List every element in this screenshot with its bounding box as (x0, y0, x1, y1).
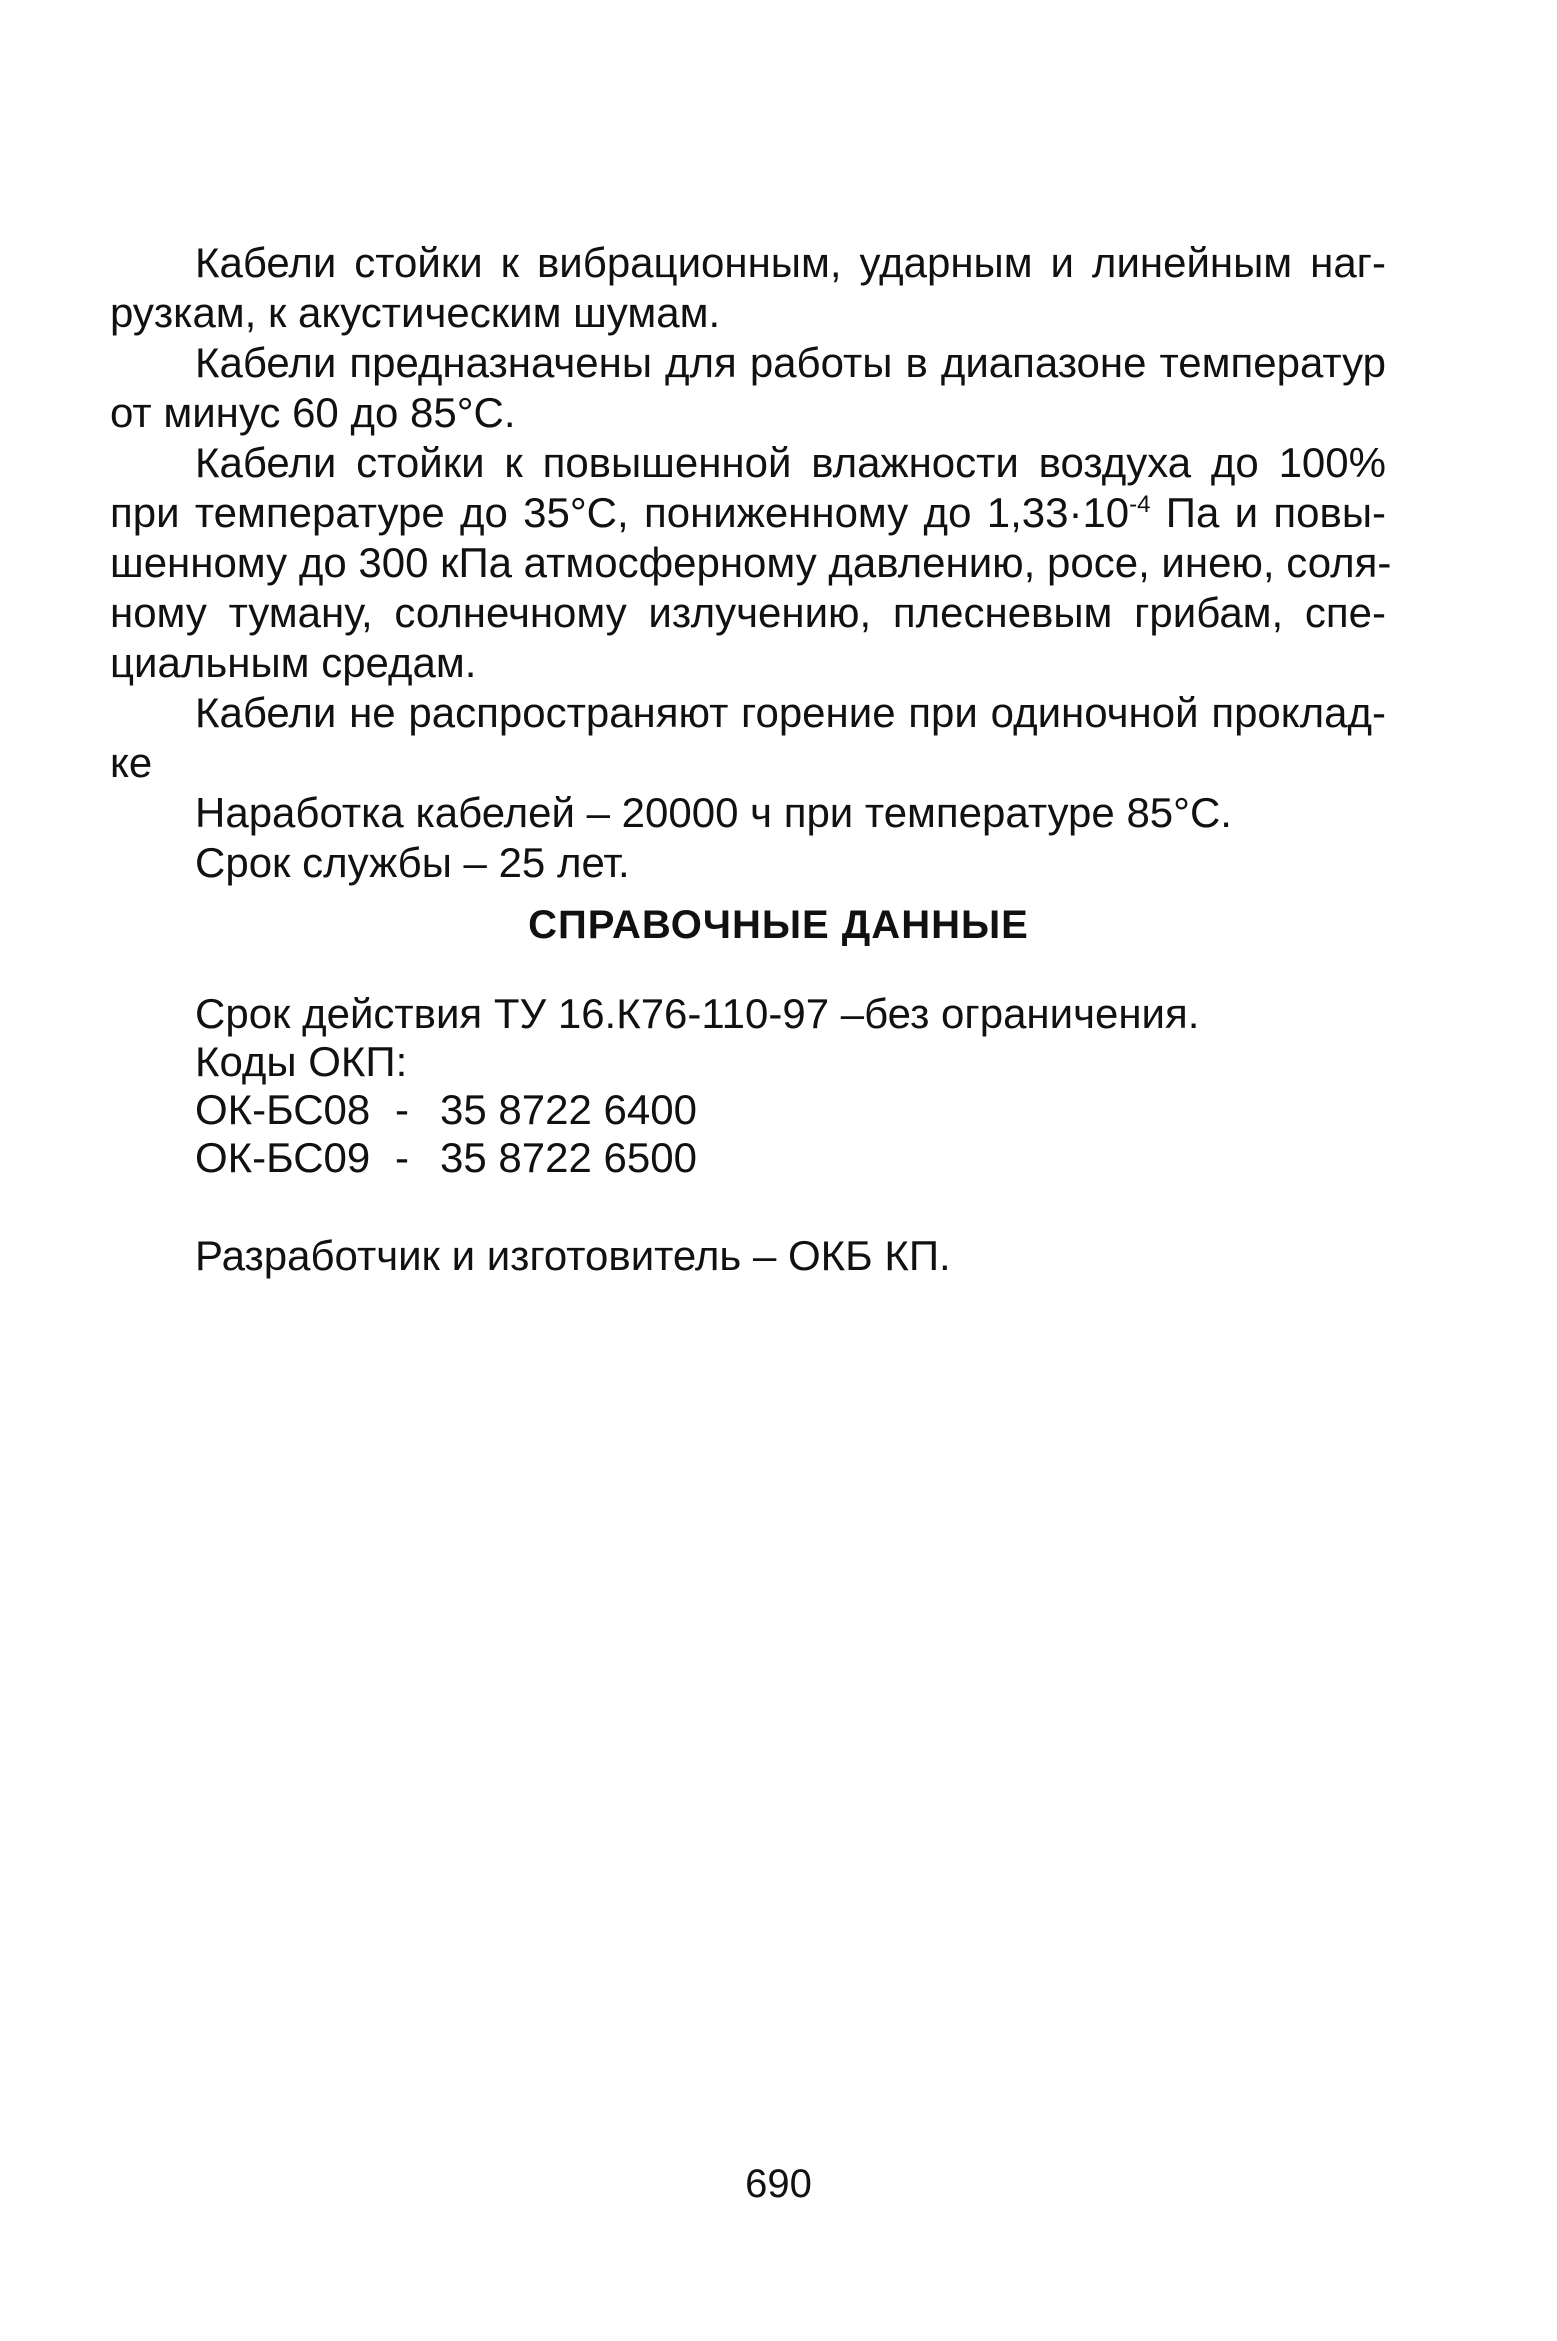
page-number: 690 (745, 2162, 812, 2206)
text-line: от минус 60 до 85°С. (110, 389, 516, 436)
text-line: циальным средам. (110, 639, 477, 686)
text-line: Кабели не распространяют горение при одиночной проклад- (195, 689, 1386, 736)
section-heading: СПРАВОЧНЫЕ ДАННЫЕ (528, 903, 1029, 947)
paragraph-fire (110, 688, 1386, 788)
text-line: ке (110, 739, 153, 786)
code-row (195, 1134, 1199, 1182)
code-dash: - (395, 1134, 409, 1181)
text-line (110, 488, 1386, 538)
exponent: -4 (1129, 491, 1151, 518)
text-line: Кабели стойки к повышенной влажности воздуха до 100% (195, 439, 1386, 486)
main-text (110, 238, 1392, 888)
validity-line: Срок действия ТУ 16.К76-110-97 –без ограничения. (195, 990, 1200, 1037)
reference-data (195, 990, 1199, 1182)
text-fragment: Па и повы- (1150, 489, 1386, 536)
text-line: шенному до 300 кПа атмосферному давлению, росе, инею, соля- (110, 539, 1392, 586)
text-line: ному туману, солнечному излучению, плесневым грибам, спе- (110, 589, 1386, 636)
code-name: ОК-БС08 (195, 1086, 371, 1133)
paragraph-temperature (110, 338, 1386, 438)
code-value: 35 8722 6400 (440, 1086, 697, 1133)
text-line: Кабели предназначены для работы в диапазоне температур (195, 339, 1386, 386)
paragraph-humidity (110, 438, 1392, 688)
paragraph-operating-time: Наработка кабелей – 20000 ч при температуре 85°С. (195, 789, 1232, 836)
code-value: 35 8722 6500 (440, 1134, 697, 1181)
code-dash: - (395, 1086, 409, 1133)
paragraph-service-life: Срок службы – 25 лет. (195, 839, 630, 886)
paragraph-vibration (110, 238, 1386, 338)
codes-label: Коды ОКП: (195, 1038, 408, 1085)
developer-line: Разработчик и изготовитель – ОКБ КП. (195, 1232, 951, 1279)
code-name: ОК-БС09 (195, 1134, 371, 1181)
text-line: рузкам, к акустическим шумам. (110, 289, 721, 336)
text-line: Кабели стойки к вибрационным, ударным и линейным наг- (195, 239, 1386, 286)
text-fragment: при температуре до 35°С, пониженному до 1,33·10 (110, 489, 1130, 536)
code-row (195, 1086, 1199, 1134)
